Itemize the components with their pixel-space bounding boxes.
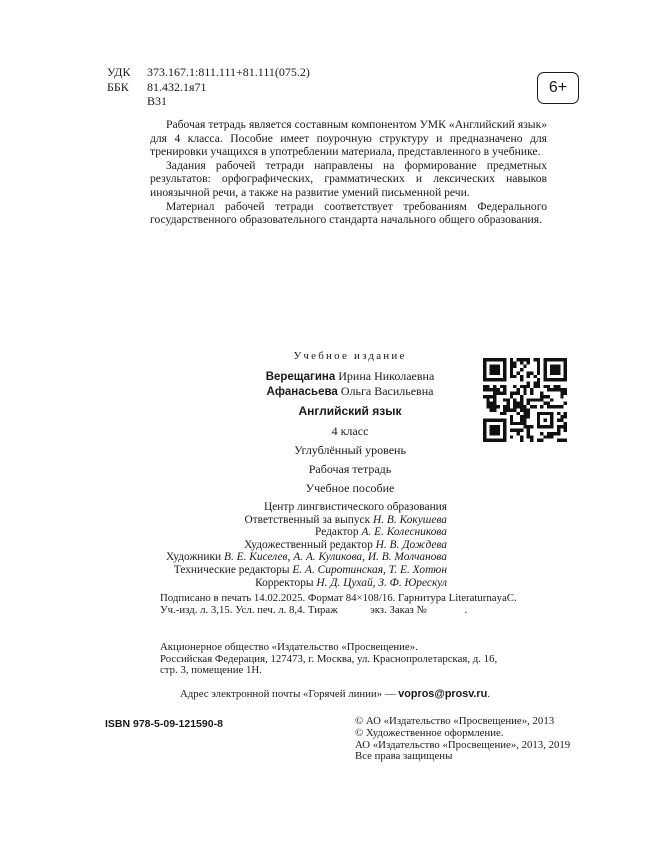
author — [250, 370, 450, 385]
udk-code: 373.167.1:811.111+81.111(075.2) — [147, 65, 310, 79]
print-info — [160, 592, 517, 617]
age-rating-badge: 6+ — [537, 72, 579, 104]
staff-line: Художники В. Е. Киселев, А. А. Куликова, И. В. Молчанова — [166, 551, 447, 564]
publisher-line: Российская Федерация, 127473, г. Москва, ул. Краснопролетарская, д. 16, — [160, 652, 498, 665]
copyright-line: © Художественное оформление. — [355, 726, 504, 739]
staff-line: Редактор А. Е. Колесникова — [315, 526, 447, 539]
publisher-line: Акционерное общество «Издательство «Просвещение». — [160, 641, 418, 653]
copyright-line: Все права защищены — [355, 750, 453, 763]
author-surname: Верещагина — [265, 371, 336, 383]
copyright-line: АО «Издательство «Просвещение», 2013, 2019 — [355, 738, 571, 751]
author-surname: Афанасьева — [266, 385, 338, 398]
staff-line: Художественный редактор Н. В. Дождева — [244, 538, 447, 551]
author-names: Ольга Васильевна — [340, 383, 434, 398]
staff-line: Корректоры Н. Д. Цухай, З. Ф. Юрескул — [255, 576, 447, 589]
staff-line: Центр лингвистического образования — [264, 501, 447, 513]
author-mark: В31 — [147, 94, 168, 108]
bbk-label: ББК — [107, 79, 129, 94]
publisher-line: стр. 3, помещение 1Н. — [160, 664, 262, 677]
copyright-line: © АО «Издательство «Просвещение», 2013 — [355, 715, 555, 727]
hotline-email: vopros@prosv.ru — [398, 688, 488, 700]
author — [250, 385, 450, 400]
annotation — [150, 118, 547, 227]
publisher-info — [160, 641, 498, 677]
hotline-info: Адрес электронной почты «Горячей линии» — vopros@prosv.ru. — [180, 688, 490, 700]
author-names: Ирина Николаевна — [338, 369, 435, 383]
qr-code-icon — [483, 358, 567, 442]
copyright-block — [355, 716, 585, 763]
annotation-paragraph: Рабочая тетрадь является составным компонентом УМК «Английский язык» для 4 класса. Пособие имеет поурочную структуру и предназначено для тренировки учащихся в употреблении материала, представленного в учебнике. — [150, 118, 547, 159]
book-subtitle: Учебное пособие — [305, 481, 395, 495]
book-level: Углублённый уровень — [294, 443, 406, 457]
isbn: ISBN 978-5-09-121590-8 — [105, 718, 223, 730]
annotation-paragraph: Материал рабочей тетради соответствует требованиям Федерального государственного образовательного стандарта начального общего образования. — [150, 199, 547, 227]
print-line: Уч.-изд. л. 3,15. Усл. печ. л. 8,4. Тираж экз. Заказ № . — [160, 604, 468, 617]
staff-credits — [150, 501, 447, 589]
annotation-paragraph: Задания рабочей тетради направлены на формирование предметных результатов: орфографических, грамматических и лексических навыков иноязычной речи, а также на развитие умений письменной речи. — [150, 158, 547, 199]
authors — [250, 370, 450, 399]
bbk-code: 81.432.1я71 — [147, 79, 207, 94]
print-line: Подписано в печать 14.02.2025. Формат 84×108/16. Гарнитура LiteraturnayaC. — [160, 592, 517, 604]
staff-line: Технические редакторы Е. А. Сиротинская, Т. Е. Хотюн — [173, 563, 447, 576]
classification-block — [107, 65, 310, 109]
udk-label: УДК — [107, 65, 131, 79]
book-title: Английский язык — [298, 404, 402, 418]
book-kind: Рабочая тетрадь — [308, 462, 392, 476]
book-grade: 4 класс — [331, 424, 369, 438]
staff-line: Ответственный за выпуск Н. В. Кокушева — [244, 513, 447, 526]
edition-type: Учебное издание — [293, 350, 407, 362]
